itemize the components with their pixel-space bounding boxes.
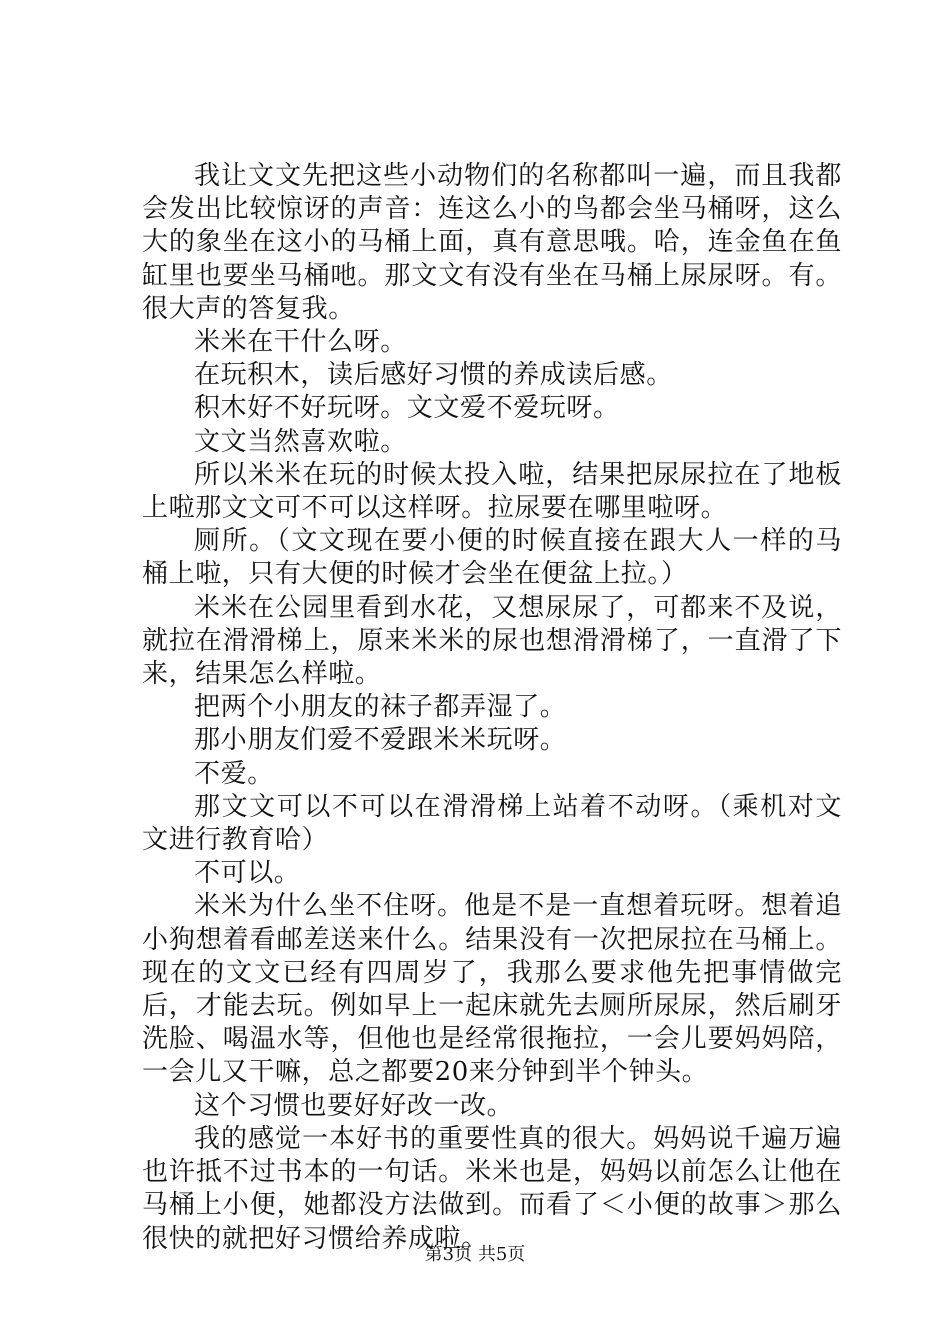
paragraph: 米米在公园里看到水花，又想尿尿了，可都来不及说，就拉在滑滑梯上，原来米米的尿也想滑滑梯了，一直滑了下来，结果怎么样啦。: [142, 592, 842, 690]
paragraph: 所以米米在玩的时候太投入啦，结果把尿尿拉在了地板上啦那文文可不可以这样呀。拉尿要在哪里啦呀。: [142, 459, 842, 524]
page-number: 第3页 共5页: [424, 1244, 526, 1265]
paragraph: 不爱。: [194, 758, 274, 789]
paragraph: 把两个小朋友的袜子都弄湿了。: [194, 692, 567, 723]
document-body: [142, 160, 842, 1256]
paragraph: 米米在干什么呀。: [194, 327, 407, 358]
paragraph: 厕所。（文文现在要小便的时候直接在跟大人一样的马桶上啦，只有大便的时候才会坐在便盆上拉。）: [142, 526, 842, 590]
paragraph: 米米为什么坐不住呀。他是不是一直想着玩呀。想着追小狗想着看邮差送来什么。结果没有一次把尿拉在马桶上。现在的文文已经有四周岁了，我那么要求他先把事情做完后，才能去玩。例如早上一起床就先去厕所尿尿，然后刷牙洗脸、喝温水等，但他也是经常很拖拉，一会儿要妈妈陪，一会儿又干嘛，总之都要20来分钟到半个钟头。: [142, 891, 842, 1088]
page-footer: [0, 1243, 950, 1267]
paragraph: 我的感觉一本好书的重要性真的很大。妈妈说千遍万遍也许抵不过书本的一句话。米米也是，妈妈以前怎么让他在马桶上小便，她都没方法做到。而看了＜小便的故事＞那么很快的就把好习惯给养成啦。: [142, 1123, 842, 1254]
paragraph: 在玩积木，读后感好习惯的养成读后感。: [194, 360, 673, 391]
paragraph: 不可以。: [194, 858, 301, 889]
paragraph: 那文文可以不可以在滑滑梯上站着不动呀。（乘机对文文进行教育哈）: [142, 791, 842, 856]
paragraph: 那小朋友们爱不爱跟米米玩呀。: [194, 725, 567, 756]
paragraph: 这个习惯也要好好改一改。: [194, 1090, 514, 1121]
paragraph: 我让文文先把这些小动物们的名称都叫一遍，而且我都会发出比较惊讶的声音：连这么小的鸟都会坐马桶呀，这么大的象坐在这小的马桶上面，真有意思哦。哈，连金鱼在鱼缸里也要坐马桶吔。那文文有没有坐在马桶上尿尿呀。有。很大声的答复我。: [142, 161, 842, 324]
paragraph: 积木好不好玩呀。文文爱不爱玩呀。: [194, 393, 620, 424]
paragraph: 文文当然喜欢啦。: [194, 426, 407, 457]
